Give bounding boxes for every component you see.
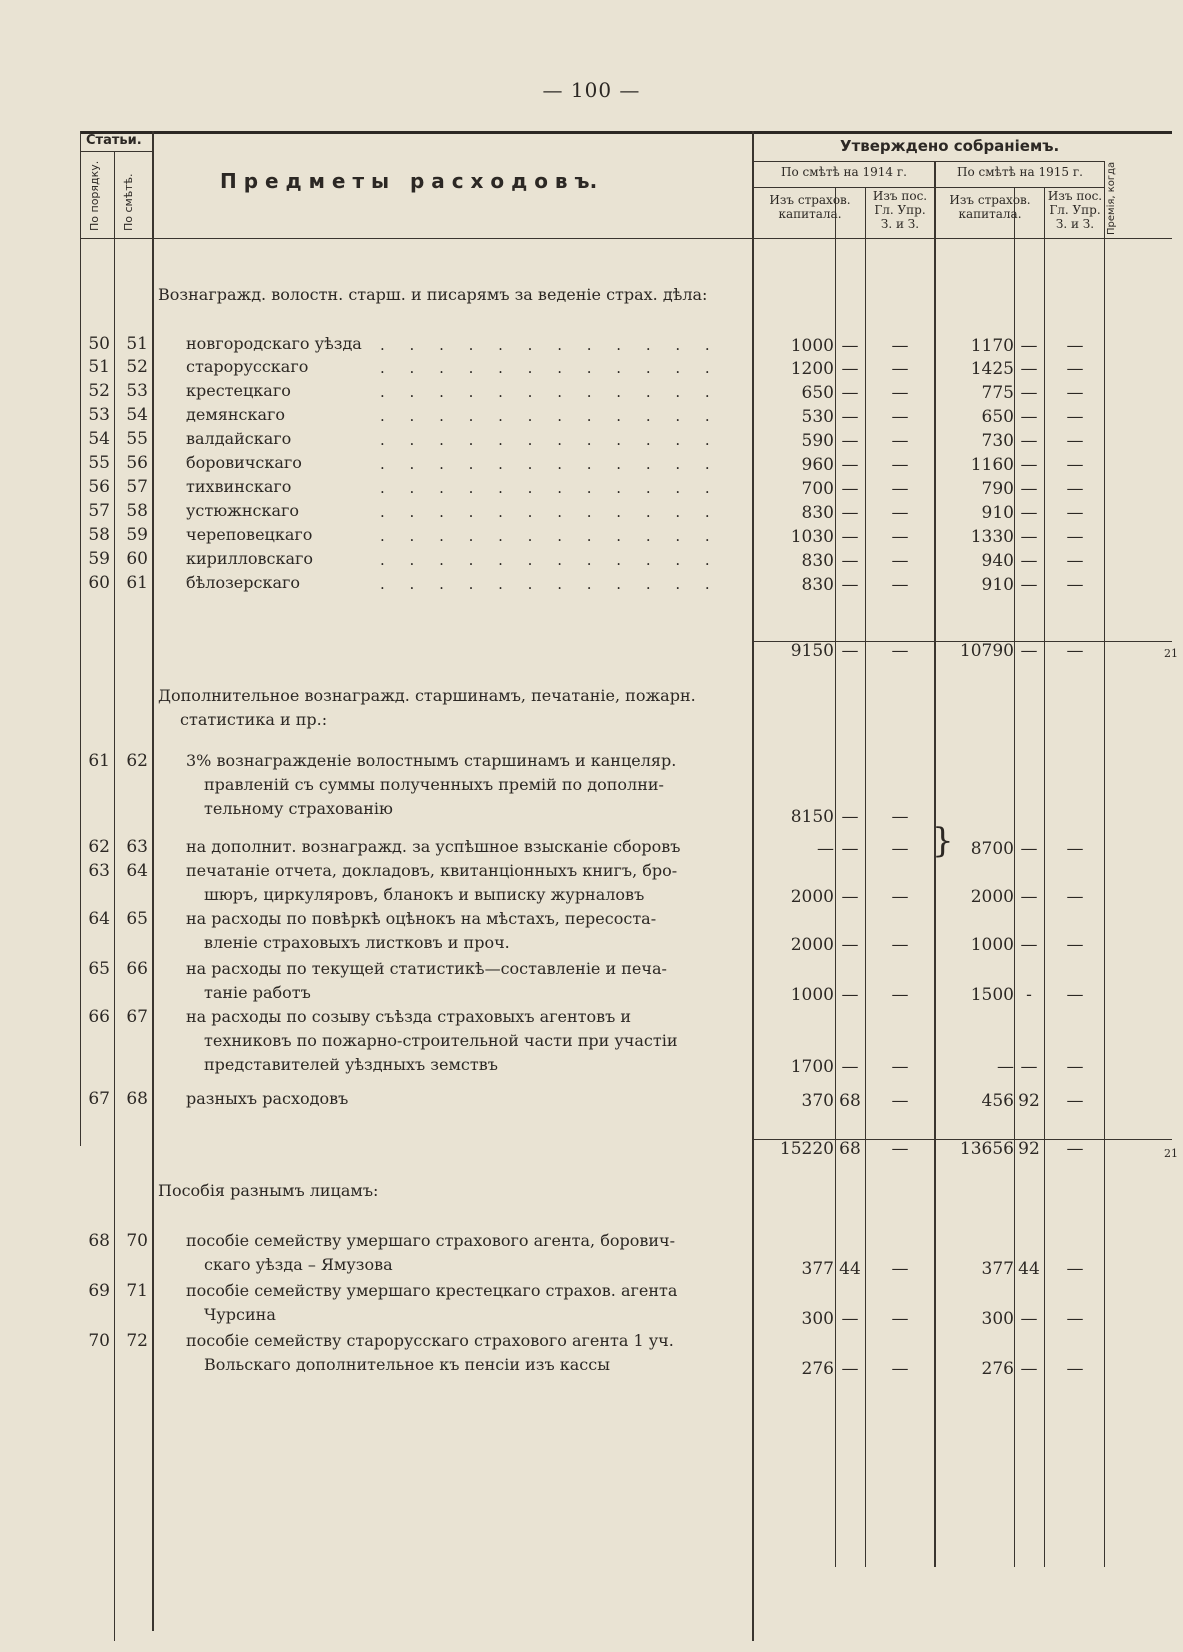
row1-5-article-order: 55 bbox=[88, 453, 110, 473]
row1-3-kop-1915: — bbox=[1020, 407, 1038, 427]
row2-0-line-2: тельному страхованію bbox=[204, 799, 393, 818]
row1-5-kop-1915: — bbox=[1020, 455, 1038, 475]
row2-0-article-estimate: 62 bbox=[126, 751, 148, 771]
row1-4-kop-1915: — bbox=[1020, 431, 1038, 451]
row1-7-value-1914: 830 bbox=[801, 503, 834, 523]
row1-5-dots: . . . . . . . . . . . . bbox=[380, 455, 720, 473]
row2-4-value-1914: 1000 bbox=[790, 985, 834, 1005]
row1-2-kop-1914: — bbox=[841, 383, 859, 403]
row1-0-article-estimate: 51 bbox=[126, 334, 148, 354]
row1-3-dots: . . . . . . . . . . . . bbox=[380, 407, 720, 425]
row2-6-value-1915: 456 bbox=[981, 1091, 1014, 1111]
row3-2-line-0: пособіе семейству старорусскаго страхового агента 1 уч. bbox=[186, 1331, 674, 1350]
row3-0-value-1914: 377 bbox=[801, 1259, 834, 1279]
row2-1-value-1915: 8700 bbox=[970, 839, 1014, 859]
header-articles: Статьи. bbox=[86, 133, 142, 148]
row2-0-article-order: 61 bbox=[88, 751, 110, 771]
row2-5-value-1914: 1700 bbox=[790, 1057, 834, 1077]
row1-2-value-1915: 775 bbox=[981, 383, 1014, 403]
row1-3-text: демянскаго bbox=[186, 405, 286, 424]
total2-value-1915: 13656 bbox=[959, 1139, 1014, 1159]
section-title-1: Вознагражд. волостн. старш. и писарямъ за веденіе страх. дѣла: bbox=[158, 285, 708, 304]
row3-2-gl-1915: — bbox=[1066, 1359, 1084, 1379]
total2-kop-1914: 68 bbox=[839, 1139, 861, 1159]
row1-7-article-estimate: 58 bbox=[126, 501, 148, 521]
row2-2-value-1915: 2000 bbox=[970, 887, 1014, 907]
row1-8-gl-1915: — bbox=[1066, 527, 1084, 547]
row1-1-kop-1914: — bbox=[841, 359, 859, 379]
row1-1-article-order: 51 bbox=[88, 357, 110, 377]
row1-3-gl-1915: — bbox=[1066, 407, 1084, 427]
row2-6-article-estimate: 68 bbox=[126, 1089, 148, 1109]
row2-2-value-1914: 2000 bbox=[790, 887, 834, 907]
row2-3-line-0: на расходы по повѣркѣ оцѣнокъ на мѣстахъ, пересоста- bbox=[186, 909, 657, 928]
row2-1-article-order: 62 bbox=[88, 837, 110, 857]
row2-1-kop-1915: — bbox=[1020, 839, 1038, 859]
row2-5-kop-1914: — bbox=[841, 1057, 859, 1077]
row2-5-article-estimate: 67 bbox=[126, 1007, 148, 1027]
row3-1-value-1914: 300 bbox=[801, 1309, 834, 1329]
row1-8-gl-1914: — bbox=[891, 527, 909, 547]
row2-2-kop-1915: — bbox=[1020, 887, 1038, 907]
row3-2-kop-1914: — bbox=[841, 1359, 859, 1379]
row2-2-kop-1914: — bbox=[841, 887, 859, 907]
row1-9-value-1914: 830 bbox=[801, 551, 834, 571]
total1-kop-1915: — bbox=[1020, 641, 1038, 661]
row2-0-gl-1914: — bbox=[891, 807, 909, 827]
row2-3-value-1915: 1000 bbox=[970, 935, 1014, 955]
row2-1-kop-1914: — bbox=[841, 839, 859, 859]
brace: } bbox=[932, 821, 954, 861]
row1-0-dots: . . . . . . . . . . . . bbox=[380, 336, 720, 354]
row2-4-kop-1914: — bbox=[841, 985, 859, 1005]
row1-9-gl-1914: — bbox=[891, 551, 909, 571]
row2-1-value-1914: — bbox=[817, 839, 834, 859]
row1-7-kop-1914: — bbox=[841, 503, 859, 523]
row3-2-value-1915: 276 bbox=[981, 1359, 1014, 1379]
row3-1-value-1915: 300 bbox=[981, 1309, 1014, 1329]
header-approved: Утверждено собраніемъ. bbox=[840, 137, 1060, 155]
row1-1-text: старорусскаго bbox=[186, 357, 309, 376]
row1-5-gl-1915: — bbox=[1066, 455, 1084, 475]
row3-0-kop-1914: 44 bbox=[839, 1259, 861, 1279]
row1-0-kop-1914: — bbox=[841, 336, 859, 356]
row3-0-line-1: скаго уѣзда – Ямузова bbox=[204, 1255, 393, 1274]
row1-9-article-estimate: 60 bbox=[126, 549, 148, 569]
row1-4-value-1914: 590 bbox=[801, 431, 834, 451]
row1-3-gl-1914: — bbox=[891, 407, 909, 427]
row1-1-kop-1915: — bbox=[1020, 359, 1038, 379]
row2-4-kop-1915: - bbox=[1026, 985, 1032, 1005]
row1-0-value-1914: 1000 bbox=[790, 336, 834, 356]
row3-0-article-order: 68 bbox=[88, 1231, 110, 1251]
row2-3-kop-1914: — bbox=[841, 935, 859, 955]
row1-6-gl-1915: — bbox=[1066, 479, 1084, 499]
header-col-order: По порядку. bbox=[88, 160, 101, 231]
row1-0-text: новгородскаго уѣзда bbox=[186, 334, 362, 353]
row3-0-kop-1915: 44 bbox=[1018, 1259, 1040, 1279]
row2-6-gl-1914: — bbox=[891, 1091, 909, 1111]
row2-3-article-order: 64 bbox=[88, 909, 110, 929]
total1-edge: 21 bbox=[1164, 647, 1178, 660]
row1-10-value-1914: 830 bbox=[801, 575, 834, 595]
row2-3-gl-1915: — bbox=[1066, 935, 1084, 955]
row2-5-value-1915: — bbox=[997, 1057, 1014, 1077]
row1-9-text: кирилловскаго bbox=[186, 549, 314, 568]
row3-0-gl-1915: — bbox=[1066, 1259, 1084, 1279]
row2-0-line-1: правленій съ суммы полученныхъ премій по дополни- bbox=[204, 775, 664, 794]
row1-10-dots: . . . . . . . . . . . . bbox=[380, 575, 720, 593]
row2-4-article-estimate: 66 bbox=[126, 959, 148, 979]
row2-2-gl-1914: — bbox=[891, 887, 909, 907]
row3-1-line-1: Чурсина bbox=[204, 1305, 276, 1324]
section-title-2b: статистика и пр.: bbox=[180, 710, 328, 729]
header-col-estimate: По смѣтѣ. bbox=[122, 173, 135, 231]
row1-7-kop-1915: — bbox=[1020, 503, 1038, 523]
row1-5-gl-1914: — bbox=[891, 455, 909, 475]
row1-6-value-1915: 790 bbox=[981, 479, 1014, 499]
row3-1-line-0: пособіе семейству умершаго крестецкаго страхов. агента bbox=[186, 1281, 678, 1300]
row2-5-article-order: 66 bbox=[88, 1007, 110, 1027]
row2-4-value-1915: 1500 bbox=[970, 985, 1014, 1005]
row1-5-value-1915: 1160 bbox=[970, 455, 1014, 475]
row3-1-gl-1915: — bbox=[1066, 1309, 1084, 1329]
row2-2-line-0: печатаніе отчета, докладовъ, квитанціонныхъ книгъ, бро- bbox=[186, 861, 678, 880]
row1-3-article-estimate: 54 bbox=[126, 405, 148, 425]
header-edge: Премія, когда bbox=[1106, 161, 1117, 235]
row1-6-kop-1914: — bbox=[841, 479, 859, 499]
row2-5-gl-1914: — bbox=[891, 1057, 909, 1077]
row1-8-value-1914: 1030 bbox=[790, 527, 834, 547]
row1-6-kop-1915: — bbox=[1020, 479, 1038, 499]
row2-0-kop-1914: — bbox=[841, 807, 859, 827]
total1-gl-1914: — bbox=[891, 641, 909, 661]
row1-10-gl-1914: — bbox=[891, 575, 909, 595]
row1-6-value-1914: 700 bbox=[801, 479, 834, 499]
row3-2-article-estimate: 72 bbox=[126, 1331, 148, 1351]
row3-2-value-1914: 276 bbox=[801, 1359, 834, 1379]
total2-edge: 21 bbox=[1164, 1147, 1178, 1160]
total1-kop-1914: — bbox=[841, 641, 859, 661]
row1-6-dots: . . . . . . . . . . . . bbox=[380, 479, 720, 497]
row2-4-gl-1914: — bbox=[891, 985, 909, 1005]
row3-1-kop-1914: — bbox=[841, 1309, 859, 1329]
row3-0-article-estimate: 70 bbox=[126, 1231, 148, 1251]
row1-8-article-estimate: 59 bbox=[126, 525, 148, 545]
row2-5-line-1: техниковъ по пожарно-строительной части при участіи bbox=[204, 1031, 678, 1050]
row1-10-article-estimate: 61 bbox=[126, 573, 148, 593]
row1-4-article-order: 54 bbox=[88, 429, 110, 449]
row1-5-article-estimate: 56 bbox=[126, 453, 148, 473]
row2-1-gl-1914: — bbox=[891, 839, 909, 859]
row2-4-gl-1915: — bbox=[1066, 985, 1084, 1005]
row1-7-value-1915: 910 bbox=[981, 503, 1014, 523]
row2-5-kop-1915: — bbox=[1020, 1057, 1038, 1077]
header-est1915: По смѣтѣ на 1915 г. bbox=[957, 165, 1083, 179]
row1-9-kop-1914: — bbox=[841, 551, 859, 571]
row1-4-value-1915: 730 bbox=[981, 431, 1014, 451]
row3-2-gl-1914: — bbox=[891, 1359, 909, 1379]
row1-1-gl-1915: — bbox=[1066, 359, 1084, 379]
row2-3-article-estimate: 65 bbox=[126, 909, 148, 929]
row1-8-dots: . . . . . . . . . . . . bbox=[380, 527, 720, 545]
row1-4-kop-1914: — bbox=[841, 431, 859, 451]
row1-4-text: валдайскаго bbox=[186, 429, 292, 448]
row1-3-value-1915: 650 bbox=[981, 407, 1014, 427]
row1-10-article-order: 60 bbox=[88, 573, 110, 593]
row3-1-gl-1914: — bbox=[891, 1309, 909, 1329]
row1-6-gl-1914: — bbox=[891, 479, 909, 499]
row1-8-kop-1915: — bbox=[1020, 527, 1038, 547]
row2-2-gl-1915: — bbox=[1066, 887, 1084, 907]
row1-5-text: боровичскаго bbox=[186, 453, 302, 472]
row2-3-kop-1915: — bbox=[1020, 935, 1038, 955]
header-gl-upr-1914: Изъ пос. Гл. Упр. З. и З. bbox=[872, 189, 928, 231]
row1-5-kop-1914: — bbox=[841, 455, 859, 475]
row1-1-dots: . . . . . . . . . . . . bbox=[380, 359, 720, 377]
row1-2-gl-1914: — bbox=[891, 383, 909, 403]
row2-6-article-order: 67 bbox=[88, 1089, 110, 1109]
row1-9-article-order: 59 bbox=[88, 549, 110, 569]
row1-10-kop-1915: — bbox=[1020, 575, 1038, 595]
row1-2-gl-1915: — bbox=[1066, 383, 1084, 403]
row2-2-article-estimate: 64 bbox=[126, 861, 148, 881]
total2-value-1914: 15220 bbox=[779, 1139, 834, 1159]
row1-10-text: бѣлозерскаго bbox=[186, 573, 301, 592]
row2-0-line-0: 3% вознагражденіе волостнымъ старшинамъ и канцеляр. bbox=[186, 751, 677, 770]
row1-1-value-1914: 1200 bbox=[790, 359, 834, 379]
header-subjects: П р е д м е т ы р а с х о д о в ъ. bbox=[220, 169, 598, 193]
total1-value-1914: 9150 bbox=[790, 641, 834, 661]
row1-7-dots: . . . . . . . . . . . . bbox=[380, 503, 720, 521]
row1-8-text: череповецкаго bbox=[186, 525, 313, 544]
row1-7-article-order: 57 bbox=[88, 501, 110, 521]
row2-2-line-1: шюръ, циркуляровъ, бланокъ и выписку журналовъ bbox=[204, 885, 645, 904]
row1-2-value-1914: 650 bbox=[801, 383, 834, 403]
row2-5-line-0: на расходы по созыву съѣзда страховыхъ агентовъ и bbox=[186, 1007, 632, 1026]
row2-1-article-estimate: 63 bbox=[126, 837, 148, 857]
total2-gl-1914: — bbox=[891, 1139, 909, 1159]
row1-2-article-estimate: 53 bbox=[126, 381, 148, 401]
row2-6-line-0: разныхъ расходовъ bbox=[186, 1089, 349, 1108]
total1-value-1915: 10790 bbox=[959, 641, 1014, 661]
row2-6-kop-1915: 92 bbox=[1018, 1091, 1040, 1111]
row1-3-value-1914: 530 bbox=[801, 407, 834, 427]
row1-3-article-order: 53 bbox=[88, 405, 110, 425]
row1-2-article-order: 52 bbox=[88, 381, 110, 401]
total1-gl-1915: — bbox=[1066, 641, 1084, 661]
total2-kop-1915: 92 bbox=[1018, 1139, 1040, 1159]
row2-3-gl-1914: — bbox=[891, 935, 909, 955]
row2-1-gl-1915: — bbox=[1066, 839, 1084, 859]
row1-7-gl-1914: — bbox=[891, 503, 909, 523]
row3-0-gl-1914: — bbox=[891, 1259, 909, 1279]
header-est1914: По смѣтѣ на 1914 г. bbox=[781, 165, 907, 179]
row2-0-value-1914: 8150 bbox=[790, 807, 834, 827]
header-gl-upr-1915: Изъ пос. Гл. Упр. З. и З. bbox=[1047, 189, 1103, 231]
row2-5-line-2: представителей уѣздныхъ земствъ bbox=[204, 1055, 498, 1074]
row2-4-line-0: на расходы по текущей статистикѣ—составленіе и печа- bbox=[186, 959, 667, 978]
row3-2-line-1: Вольскаго дополнительное къ пенсіи изъ кассы bbox=[204, 1355, 610, 1374]
row1-2-dots: . . . . . . . . . . . . bbox=[380, 383, 720, 401]
row1-6-article-order: 56 bbox=[88, 477, 110, 497]
row1-6-article-estimate: 57 bbox=[126, 477, 148, 497]
row1-0-article-order: 50 bbox=[88, 334, 110, 354]
row3-1-kop-1915: — bbox=[1020, 1309, 1038, 1329]
row2-6-kop-1914: 68 bbox=[839, 1091, 861, 1111]
row1-8-article-order: 58 bbox=[88, 525, 110, 545]
row1-2-text: крестецкаго bbox=[186, 381, 291, 400]
row1-0-gl-1915: — bbox=[1066, 336, 1084, 356]
row1-2-kop-1915: — bbox=[1020, 383, 1038, 403]
row1-9-gl-1915: — bbox=[1066, 551, 1084, 571]
row1-4-dots: . . . . . . . . . . . . bbox=[380, 431, 720, 449]
row1-3-kop-1914: — bbox=[841, 407, 859, 427]
row3-0-line-0: пособіе семейству умершаго страхового агента, борович- bbox=[186, 1231, 676, 1250]
row1-8-kop-1914: — bbox=[841, 527, 859, 547]
row2-2-article-order: 63 bbox=[88, 861, 110, 881]
row1-10-value-1915: 910 bbox=[981, 575, 1014, 595]
row2-6-value-1914: 370 bbox=[801, 1091, 834, 1111]
row1-8-value-1915: 1330 bbox=[970, 527, 1014, 547]
section-title-2a: Дополнительное вознагражд. старшинамъ, печатаніе, пожарн. bbox=[158, 686, 696, 705]
row1-4-article-estimate: 55 bbox=[126, 429, 148, 449]
row1-10-gl-1915: — bbox=[1066, 575, 1084, 595]
row1-4-gl-1915: — bbox=[1066, 431, 1084, 451]
section-title-3: Пособія разнымъ лицамъ: bbox=[158, 1181, 379, 1200]
row1-0-gl-1914: — bbox=[891, 336, 909, 356]
row1-7-gl-1915: — bbox=[1066, 503, 1084, 523]
header-ins-capital-1914: Изъ страхов. капитала. bbox=[769, 193, 851, 221]
row2-5-gl-1915: — bbox=[1066, 1057, 1084, 1077]
row1-1-article-estimate: 52 bbox=[126, 357, 148, 377]
row2-1-line-0: на дополнит. вознагражд. за успѣшное взысканіе сборовъ bbox=[186, 837, 681, 856]
expense-table bbox=[80, 131, 1178, 1641]
row3-2-article-order: 70 bbox=[88, 1331, 110, 1351]
row2-3-line-1: вленіе страховыхъ листковъ и проч. bbox=[204, 933, 510, 952]
row1-5-value-1914: 960 bbox=[801, 455, 834, 475]
row1-4-gl-1914: — bbox=[891, 431, 909, 451]
row3-1-article-estimate: 71 bbox=[126, 1281, 148, 1301]
row3-1-article-order: 69 bbox=[88, 1281, 110, 1301]
row1-10-kop-1914: — bbox=[841, 575, 859, 595]
row1-0-kop-1915: — bbox=[1020, 336, 1038, 356]
row1-1-value-1915: 1425 bbox=[970, 359, 1014, 379]
row1-0-value-1915: 1170 bbox=[970, 336, 1014, 356]
row2-6-gl-1915: — bbox=[1066, 1091, 1084, 1111]
row1-6-text: тихвинскаго bbox=[186, 477, 292, 496]
row1-9-kop-1915: — bbox=[1020, 551, 1038, 571]
row1-9-value-1915: 940 bbox=[981, 551, 1014, 571]
page-number: — 100 — bbox=[542, 78, 641, 102]
row2-3-value-1914: 2000 bbox=[790, 935, 834, 955]
row1-7-text: устюжнскаго bbox=[186, 501, 300, 520]
total2-gl-1915: — bbox=[1066, 1139, 1084, 1159]
row1-9-dots: . . . . . . . . . . . . bbox=[380, 551, 720, 569]
row2-4-article-order: 65 bbox=[88, 959, 110, 979]
header-ins-capital-1915: Изъ страхов. капитала. bbox=[949, 193, 1031, 221]
row2-4-line-1: таніе работъ bbox=[204, 983, 311, 1002]
row1-1-gl-1914: — bbox=[891, 359, 909, 379]
row3-2-kop-1915: — bbox=[1020, 1359, 1038, 1379]
row3-0-value-1915: 377 bbox=[981, 1259, 1014, 1279]
